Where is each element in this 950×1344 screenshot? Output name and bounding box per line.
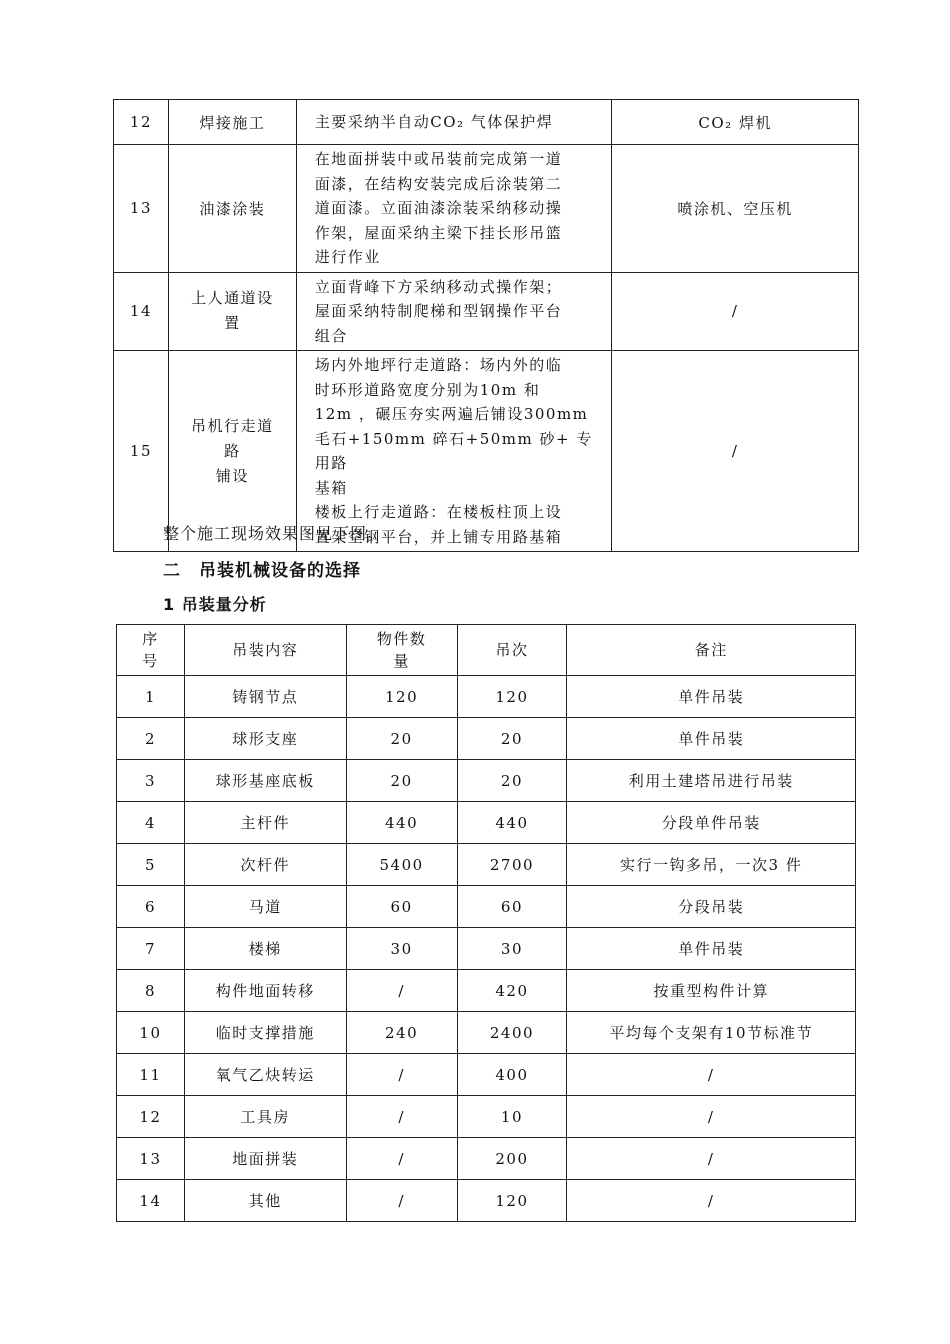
note: 分段单件吊装 (567, 802, 856, 844)
row-number: 14 (114, 272, 169, 351)
lift-content: 次杆件 (184, 844, 346, 886)
lift-content: 临时支撑措施 (184, 1012, 346, 1054)
equipment: CO₂ 焊机 (612, 100, 859, 145)
lift-content: 球形基座底板 (184, 760, 346, 802)
lift-content: 地面拼装 (184, 1138, 346, 1180)
method-description: 主要采纳半自动CO₂ 气体保护焊 (296, 100, 612, 145)
lift-times: 420 (457, 970, 567, 1012)
table-row (117, 844, 856, 886)
process-name: 焊接施工 (168, 100, 296, 145)
quantity: 20 (346, 718, 457, 760)
row-number: 6 (117, 886, 185, 928)
method-description: 场内外地坪行走道路：场内外的临 时环形道路宽度分别为10m 和 12m ，碾压夯实两遍后铺设300mm 毛石+150mm 碎石+50mm 砂+ 专用路 基箱 楼板上行走道路：在楼板柱顶上设 置架空钢平台，并上铺专用路基箱 (296, 351, 612, 552)
lift-content: 其他 (184, 1180, 346, 1222)
row-number: 12 (114, 100, 169, 145)
table-row (114, 272, 859, 351)
lift-content: 构件地面转移 (184, 970, 346, 1012)
lift-times: 120 (457, 676, 567, 718)
lift-content: 铸钢节点 (184, 676, 346, 718)
row-number: 13 (117, 1138, 185, 1180)
quantity: 120 (346, 676, 457, 718)
lift-times: 440 (457, 802, 567, 844)
quantity: / (346, 1054, 457, 1096)
subsection-heading: 1 吊装量分析 (163, 595, 267, 614)
lift-times: 120 (457, 1180, 567, 1222)
row-number: 5 (117, 844, 185, 886)
quantity: 240 (346, 1012, 457, 1054)
row-number: 3 (117, 760, 185, 802)
quantity: / (346, 970, 457, 1012)
method-description: 立面背峰下方采纳移动式操作架； 屋面采纳特制爬梯和型钢操作平台 组合 (296, 272, 612, 351)
row-number: 14 (117, 1180, 185, 1222)
note: / (567, 1138, 856, 1180)
table-row (117, 802, 856, 844)
equipment: / (612, 272, 859, 351)
quantity: 20 (346, 760, 457, 802)
table-row (117, 760, 856, 802)
header-content: 吊装内容 (184, 625, 346, 676)
lift-times: 60 (457, 886, 567, 928)
lift-content: 马道 (184, 886, 346, 928)
lift-times: 2700 (457, 844, 567, 886)
quantity: 440 (346, 802, 457, 844)
table-row (117, 1180, 856, 1222)
quantity: / (346, 1096, 457, 1138)
table-row (117, 1096, 856, 1138)
note: 分段吊装 (567, 886, 856, 928)
header-quantity: 物件数 量 (346, 625, 457, 676)
lifting-quantity-table (116, 624, 856, 1222)
process-name: 上人通道设 置 (168, 272, 296, 351)
lift-times: 10 (457, 1096, 567, 1138)
row-number: 13 (114, 145, 169, 273)
note: 实行一钩多吊，一次3 件 (567, 844, 856, 886)
table-row (114, 145, 859, 273)
note: 单件吊装 (567, 928, 856, 970)
row-number: 7 (117, 928, 185, 970)
table-row (117, 1138, 856, 1180)
row-number: 4 (117, 802, 185, 844)
header-lift-times: 吊次 (457, 625, 567, 676)
note: 平均每个支架有10节标准节 (567, 1012, 856, 1054)
table-header-row (117, 625, 856, 676)
table-row (117, 1012, 856, 1054)
lift-times: 20 (457, 718, 567, 760)
equipment: / (612, 351, 859, 552)
equipment: 喷涂机、空压机 (612, 145, 859, 273)
row-number: 12 (117, 1096, 185, 1138)
lift-content: 工具房 (184, 1096, 346, 1138)
construction-method-table (113, 99, 859, 552)
header-no: 序 号 (117, 625, 185, 676)
row-number: 2 (117, 718, 185, 760)
lift-content: 氧气乙炔转运 (184, 1054, 346, 1096)
note: / (567, 1054, 856, 1096)
quantity: 5400 (346, 844, 457, 886)
lift-content: 楼梯 (184, 928, 346, 970)
lift-content: 球形支座 (184, 718, 346, 760)
process-name: 吊机行走道 路 铺设 (168, 351, 296, 552)
section-title: 吊装机械设备的选择 (199, 561, 361, 581)
lift-times: 200 (457, 1138, 567, 1180)
quantity: 30 (346, 928, 457, 970)
quantity: / (346, 1138, 457, 1180)
method-description: 在地面拼装中或吊装前完成第一道 面漆，在结构安装完成后涂装第二 道面漆。立面油漆涂装采纳移动操 作架，屋面采纳主梁下挂长形吊篮 进行作业 (296, 145, 612, 273)
header-note: 备注 (567, 625, 856, 676)
row-number: 11 (117, 1054, 185, 1096)
row-number: 8 (117, 970, 185, 1012)
body-paragraph: 整个施工现场效果图见下图。 (163, 524, 385, 543)
quantity: / (346, 1180, 457, 1222)
row-number: 1 (117, 676, 185, 718)
table-row (117, 928, 856, 970)
row-number: 15 (114, 351, 169, 552)
quantity: 60 (346, 886, 457, 928)
note: 单件吊装 (567, 676, 856, 718)
table-row (117, 970, 856, 1012)
note: 利用土建塔吊进行吊装 (567, 760, 856, 802)
note: / (567, 1096, 856, 1138)
row-number: 10 (117, 1012, 185, 1054)
lift-content: 主杆件 (184, 802, 346, 844)
lift-times: 400 (457, 1054, 567, 1096)
note: 单件吊装 (567, 718, 856, 760)
table-row (114, 100, 859, 145)
lift-times: 30 (457, 928, 567, 970)
table-row (117, 1054, 856, 1096)
table-row (117, 718, 856, 760)
lift-times: 2400 (457, 1012, 567, 1054)
table-row (117, 676, 856, 718)
note: 按重型构件计算 (567, 970, 856, 1012)
lift-times: 20 (457, 760, 567, 802)
table-row (117, 886, 856, 928)
section-number: 二 (163, 561, 181, 581)
note: / (567, 1180, 856, 1222)
process-name: 油漆涂装 (168, 145, 296, 273)
section-heading (163, 556, 361, 581)
